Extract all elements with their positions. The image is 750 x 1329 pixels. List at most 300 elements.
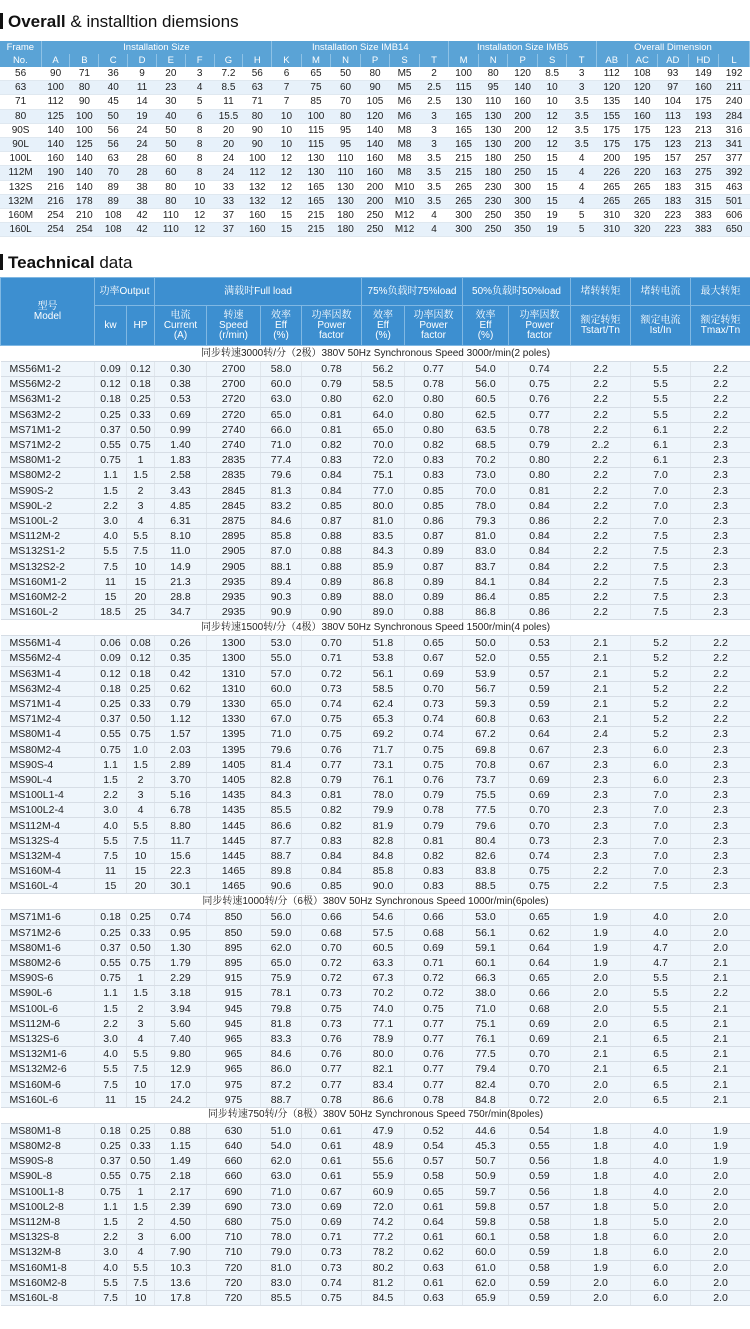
- motor-value-cell: 0.82: [302, 803, 362, 818]
- motor-value-cell: 88.0: [362, 589, 405, 604]
- motor-value-cell: 2.1: [571, 712, 631, 727]
- motor-value-cell: 5.2: [631, 681, 691, 696]
- dims-row: [0, 166, 750, 180]
- motor-value-cell: 2.0: [691, 910, 750, 925]
- motor-value-cell: 2.39: [155, 1199, 207, 1214]
- motor-value-cell: 1.40: [155, 437, 207, 452]
- motor-value-cell: 86.6: [362, 1092, 405, 1107]
- dims-cell: 3.5: [567, 109, 597, 123]
- motor-row: [1, 1245, 750, 1260]
- motor-value-cell: 0.42: [155, 666, 207, 681]
- dims-cell: 178: [70, 194, 99, 208]
- motor-value-cell: 0.08: [127, 636, 155, 651]
- dims-col-header: L: [719, 54, 750, 67]
- motor-row: [1, 986, 750, 1001]
- dims-cell: 110: [331, 166, 361, 180]
- motor-value-cell: 1.9: [571, 925, 631, 940]
- motor-value-cell: 5.5: [631, 407, 691, 422]
- dims-cell: 4: [567, 180, 597, 194]
- tech-header-current: 电流 Current (A): [155, 306, 207, 346]
- motor-value-cell: 850: [207, 925, 261, 940]
- motor-value-cell: 0.86: [509, 605, 571, 620]
- dims-cell: 254: [41, 223, 70, 237]
- speed-group-title: 同步转速3000转/分（2极）380V 50Hz Synchronous Speed 3000r/min(2 poles): [1, 346, 750, 362]
- dims-cell: 2.5: [419, 95, 449, 109]
- motor-value-cell: 78.2: [362, 1245, 405, 1260]
- dims-cell: 110: [478, 95, 508, 109]
- motor-value-cell: 0.79: [405, 788, 463, 803]
- dims-cell: 12: [272, 180, 302, 194]
- dims-cell: 80: [360, 67, 390, 81]
- motor-value-cell: 82.6: [463, 848, 509, 863]
- motor-value-cell: 0.62: [155, 681, 207, 696]
- motor-value-cell: 2.2: [691, 696, 750, 711]
- motor-value-cell: 0.38: [155, 377, 207, 392]
- motor-value-cell: 85.8: [362, 864, 405, 879]
- dims-cell: 89: [99, 194, 128, 208]
- motor-value-cell: 2.0: [571, 1092, 631, 1107]
- motor-value-cell: 4.0: [631, 1169, 691, 1184]
- motor-value-cell: 4.0: [631, 1139, 691, 1154]
- motor-value-cell: 7.5: [631, 879, 691, 894]
- motor-value-cell: 2.1: [571, 1062, 631, 1077]
- dims-cell: 160: [360, 152, 390, 166]
- motor-model-cell: MS71M2-2: [1, 437, 95, 452]
- motor-value-cell: 7.5: [631, 589, 691, 604]
- motor-value-cell: 89.4: [261, 574, 302, 589]
- motor-value-cell: 2.1: [571, 636, 631, 651]
- motor-value-cell: 3.0: [95, 513, 127, 528]
- motor-value-cell: 0.82: [302, 818, 362, 833]
- motor-value-cell: 0.76: [509, 392, 571, 407]
- dims-cell: 108: [99, 223, 128, 237]
- dims-cell: 90: [360, 81, 390, 95]
- motor-value-cell: 0.70: [509, 1077, 571, 1092]
- motor-model-cell: MS56M2-2: [1, 377, 95, 392]
- motor-value-cell: 60.5: [362, 940, 405, 955]
- dims-cell: 350: [508, 208, 538, 222]
- motor-value-cell: 70.8: [463, 757, 509, 772]
- motor-value-cell: 79.8: [261, 1001, 302, 1016]
- dims-cell: 130: [301, 152, 331, 166]
- motor-value-cell: 690: [207, 1184, 261, 1199]
- motor-model-cell: MS80M1-8: [1, 1123, 95, 1138]
- dimensions-table: [0, 41, 750, 237]
- dims-cell: 115: [301, 137, 331, 151]
- motor-value-cell: 1.8: [571, 1199, 631, 1214]
- dims-cell: 6: [272, 67, 302, 81]
- motor-value-cell: 87.7: [261, 833, 302, 848]
- motor-model-cell: MS80M1-2: [1, 453, 95, 468]
- motor-value-cell: 2.3: [691, 833, 750, 848]
- motor-value-cell: 2.2: [95, 498, 127, 513]
- motor-model-cell: MS100L-2: [1, 513, 95, 528]
- dims-cell: 8: [185, 166, 214, 180]
- dims-cell: 7.2: [214, 67, 243, 81]
- motor-value-cell: 0.89: [405, 574, 463, 589]
- motor-value-cell: 0.61: [302, 1139, 362, 1154]
- motor-value-cell: 4.0: [631, 1123, 691, 1138]
- motor-model-cell: MS90L-2: [1, 498, 95, 513]
- dims-row: [0, 208, 750, 222]
- dims-cell: 56: [99, 123, 128, 137]
- dims-cell: 350: [508, 223, 538, 237]
- motor-value-cell: 2895: [207, 529, 261, 544]
- motor-model-cell: MS80M2-2: [1, 468, 95, 483]
- dims-cell: 10: [272, 109, 302, 123]
- motor-value-cell: 2.3: [691, 574, 750, 589]
- motor-value-cell: 5.5: [95, 1062, 127, 1077]
- dims-cell: 160: [508, 95, 538, 109]
- dims-cell: 19: [537, 223, 567, 237]
- motor-value-cell: 5.5: [95, 544, 127, 559]
- dims-cell: 112: [41, 95, 70, 109]
- motor-row: [1, 1139, 750, 1154]
- motor-value-cell: 2.3: [691, 727, 750, 742]
- motor-value-cell: 85.9: [362, 559, 405, 574]
- motor-value-cell: 2.0: [571, 1290, 631, 1305]
- motor-value-cell: 2.2: [571, 468, 631, 483]
- motor-model-cell: MS132M2-6: [1, 1062, 95, 1077]
- motor-value-cell: 0.53: [509, 636, 571, 651]
- motor-value-cell: 0.55: [95, 727, 127, 742]
- motor-value-cell: 1.49: [155, 1154, 207, 1169]
- motor-value-cell: 0.80: [509, 468, 571, 483]
- motor-value-cell: 0.79: [302, 772, 362, 787]
- dims-cell: 3: [419, 109, 449, 123]
- dims-cell: 108: [627, 67, 658, 81]
- dims-cell: 56: [99, 137, 128, 151]
- dims-cell: 100: [70, 109, 99, 123]
- motor-value-cell: 0.57: [405, 1154, 463, 1169]
- motor-value-cell: 75.1: [463, 1016, 509, 1031]
- motor-value-cell: 0.73: [509, 833, 571, 848]
- motor-value-cell: 0.75: [302, 727, 362, 742]
- motor-value-cell: 0.55: [95, 1169, 127, 1184]
- motor-value-cell: 65.9: [463, 1290, 509, 1305]
- motor-value-cell: 21.3: [155, 574, 207, 589]
- motor-value-cell: 7.90: [155, 1245, 207, 1260]
- dims-cell: 149: [688, 67, 719, 81]
- dims-cell: 310: [596, 223, 627, 237]
- motor-value-cell: 0.78: [302, 362, 362, 377]
- technical-data-body: [1, 346, 750, 1306]
- motor-value-cell: 2.2: [571, 513, 631, 528]
- motor-value-cell: 0.59: [509, 1169, 571, 1184]
- dims-cell: 165: [449, 123, 479, 137]
- motor-value-cell: 5.5: [95, 833, 127, 848]
- motor-value-cell: 0.12: [95, 666, 127, 681]
- motor-value-cell: 83.0: [463, 544, 509, 559]
- motor-value-cell: 1.1: [95, 757, 127, 772]
- motor-value-cell: 0.12: [127, 651, 155, 666]
- motor-value-cell: 1.5: [127, 468, 155, 483]
- motor-value-cell: 0.83: [405, 468, 463, 483]
- dims-cell: 3.5: [419, 166, 449, 180]
- motor-value-cell: 2.3: [571, 742, 631, 757]
- motor-value-cell: 2.2: [571, 574, 631, 589]
- motor-value-cell: 50.9: [463, 1169, 509, 1184]
- motor-value-cell: 75.9: [261, 971, 302, 986]
- motor-value-cell: 59.3: [463, 696, 509, 711]
- dims-cell: 12: [272, 166, 302, 180]
- motor-value-cell: 15: [127, 574, 155, 589]
- motor-value-cell: 83.3: [261, 1031, 302, 1046]
- motor-value-cell: 630: [207, 1123, 261, 1138]
- motor-value-cell: 1.0: [127, 742, 155, 757]
- dims-cell: 501: [719, 194, 750, 208]
- motor-value-cell: 48.9: [362, 1139, 405, 1154]
- dims-cell: 183: [658, 180, 689, 194]
- motor-value-cell: 1405: [207, 772, 261, 787]
- dims-frame-cell: 80: [0, 109, 41, 123]
- dims-cell: 7: [272, 81, 302, 95]
- motor-model-cell: MS100L1-4: [1, 788, 95, 803]
- motor-value-cell: 0.80: [509, 453, 571, 468]
- dims-cell: 8: [185, 137, 214, 151]
- motor-value-cell: 720: [207, 1260, 261, 1275]
- dims-cell: 60: [156, 152, 185, 166]
- motor-row: [1, 544, 750, 559]
- motor-value-cell: 0.64: [509, 940, 571, 955]
- motor-value-cell: 0.82: [405, 437, 463, 452]
- motor-value-cell: 72.0: [362, 453, 405, 468]
- dims-cell: 10: [185, 194, 214, 208]
- motor-value-cell: 87.2: [261, 1077, 302, 1092]
- motor-value-cell: 79.6: [463, 818, 509, 833]
- motor-value-cell: 81.3: [261, 483, 302, 498]
- motor-value-cell: 53.9: [463, 666, 509, 681]
- motor-row: [1, 605, 750, 620]
- motor-value-cell: 2.03: [155, 742, 207, 757]
- motor-value-cell: 0.78: [302, 1092, 362, 1107]
- dims-cell: 240: [719, 95, 750, 109]
- motor-value-cell: 64.0: [362, 407, 405, 422]
- motor-value-cell: 0.62: [405, 1245, 463, 1260]
- motor-value-cell: 0.85: [405, 498, 463, 513]
- dims-cell: 341: [719, 137, 750, 151]
- motor-value-cell: 0.78: [405, 377, 463, 392]
- motor-value-cell: 2.2: [691, 377, 750, 392]
- motor-value-cell: 7.5: [631, 544, 691, 559]
- motor-value-cell: 2.3: [571, 833, 631, 848]
- motor-value-cell: 2.2: [691, 651, 750, 666]
- motor-value-cell: 2.1: [571, 696, 631, 711]
- motor-value-cell: 0.67: [302, 1184, 362, 1199]
- motor-value-cell: 67.0: [261, 712, 302, 727]
- dims-cell: 125: [41, 109, 70, 123]
- motor-value-cell: 14.9: [155, 559, 207, 574]
- motor-value-cell: 0.65: [509, 910, 571, 925]
- motor-value-cell: 1.8: [571, 1169, 631, 1184]
- motor-value-cell: 1.9: [691, 1123, 750, 1138]
- motor-value-cell: 70.2: [362, 986, 405, 1001]
- motor-value-cell: 0.69: [405, 666, 463, 681]
- motor-value-cell: 10: [127, 848, 155, 863]
- dims-cell: 3: [567, 67, 597, 81]
- dims-cell: 110: [156, 223, 185, 237]
- dims-cell: 50: [331, 67, 361, 81]
- motor-model-cell: MS160M2-8: [1, 1275, 95, 1290]
- motor-value-cell: 7.0: [631, 468, 691, 483]
- motor-value-cell: 86.0: [261, 1062, 302, 1077]
- motor-value-cell: 0.54: [405, 1139, 463, 1154]
- dims-cell: 160: [360, 166, 390, 180]
- motor-value-cell: 6.78: [155, 803, 207, 818]
- motor-value-cell: 7.5: [127, 833, 155, 848]
- motor-value-cell: 7.0: [631, 788, 691, 803]
- motor-value-cell: 88.1: [261, 559, 302, 574]
- motor-row: [1, 636, 750, 651]
- motor-value-cell: 2.2: [691, 362, 750, 377]
- dims-cell: 192: [719, 67, 750, 81]
- motor-value-cell: 0.25: [95, 925, 127, 940]
- dims-cell: 220: [627, 166, 658, 180]
- motor-value-cell: 0.84: [302, 468, 362, 483]
- motor-value-cell: 56.1: [362, 666, 405, 681]
- dims-cell: 200: [508, 109, 538, 123]
- motor-value-cell: 71.0: [463, 1001, 509, 1016]
- dims-cell: 112: [243, 166, 272, 180]
- dims-cell: 165: [301, 194, 331, 208]
- dims-cell: 160: [688, 81, 719, 95]
- motor-value-cell: 7.5: [127, 1062, 155, 1077]
- motor-model-cell: MS160L-4: [1, 879, 95, 894]
- motor-value-cell: 1405: [207, 757, 261, 772]
- motor-row: [1, 1260, 750, 1275]
- motor-value-cell: 2.2: [571, 377, 631, 392]
- motor-value-cell: 1435: [207, 803, 261, 818]
- motor-value-cell: 2.1: [571, 681, 631, 696]
- motor-value-cell: 0.73: [302, 986, 362, 1001]
- motor-value-cell: 0.25: [127, 910, 155, 925]
- motor-value-cell: 2.2: [571, 879, 631, 894]
- motor-value-cell: 0.69: [509, 1016, 571, 1031]
- motor-value-cell: 0.75: [95, 453, 127, 468]
- dims-cell: M10: [390, 180, 420, 194]
- dims-cell: 130: [449, 95, 479, 109]
- dims-cell: 315: [688, 194, 719, 208]
- motor-value-cell: 915: [207, 986, 261, 1001]
- dims-cell: 4: [419, 223, 449, 237]
- dims-col-header: C: [99, 54, 128, 67]
- motor-value-cell: 0.80: [405, 422, 463, 437]
- motor-value-cell: 1.1: [95, 1199, 127, 1214]
- motor-model-cell: MS160M1-2: [1, 574, 95, 589]
- motor-value-cell: 710: [207, 1230, 261, 1245]
- motor-model-cell: MS63M2-4: [1, 681, 95, 696]
- motor-value-cell: 0.70: [509, 818, 571, 833]
- motor-value-cell: 56.1: [463, 925, 509, 940]
- motor-value-cell: 50.0: [463, 636, 509, 651]
- motor-value-cell: 2.58: [155, 468, 207, 483]
- motor-row: [1, 910, 750, 925]
- dims-cell: 110: [331, 152, 361, 166]
- motor-value-cell: 71.0: [261, 727, 302, 742]
- motor-value-cell: 0.12: [95, 377, 127, 392]
- dims-cell: 3.5: [419, 180, 449, 194]
- dims-row: [0, 180, 750, 194]
- speed-group-header: [1, 894, 750, 910]
- motor-value-cell: 52.0: [463, 651, 509, 666]
- motor-row: [1, 453, 750, 468]
- motor-value-cell: 2.1: [691, 1062, 750, 1077]
- motor-value-cell: 0.83: [405, 864, 463, 879]
- motor-value-cell: 2.3: [691, 529, 750, 544]
- motor-value-cell: 71.0: [261, 437, 302, 452]
- motor-value-cell: 0.73: [302, 1016, 362, 1031]
- motor-value-cell: 10: [127, 559, 155, 574]
- dims-frame-cell: 160L: [0, 223, 41, 237]
- dims-cell: 250: [360, 223, 390, 237]
- tech-header-ist: 额定电流 Ist/In: [631, 306, 691, 346]
- motor-value-cell: 0.18: [95, 1123, 127, 1138]
- motor-value-cell: 84.6: [261, 513, 302, 528]
- motor-value-cell: 77.5: [463, 803, 509, 818]
- motor-value-cell: 4: [127, 513, 155, 528]
- tech-header-eff: 效率 Eff (%): [261, 306, 302, 346]
- dims-cell: 223: [658, 208, 689, 222]
- dims-cell: 12: [537, 137, 567, 151]
- motor-value-cell: 0.75: [95, 742, 127, 757]
- motor-value-cell: 0.77: [405, 1031, 463, 1046]
- motor-value-cell: 0.66: [509, 986, 571, 1001]
- motor-row: [1, 864, 750, 879]
- dims-cell: 250: [360, 208, 390, 222]
- motor-value-cell: 2845: [207, 498, 261, 513]
- motor-value-cell: 0.83: [302, 833, 362, 848]
- dims-cell: 265: [449, 194, 479, 208]
- motor-value-cell: 77.5: [463, 1047, 509, 1062]
- dims-cell: 315: [688, 180, 719, 194]
- dims-cell: M8: [390, 137, 420, 151]
- dims-cell: 175: [596, 137, 627, 151]
- motor-value-cell: 70.0: [463, 483, 509, 498]
- motor-value-cell: 2: [127, 483, 155, 498]
- dims-cell: 4: [567, 166, 597, 180]
- motor-row: [1, 818, 750, 833]
- motor-value-cell: 0.89: [302, 574, 362, 589]
- motor-value-cell: 2.3: [691, 453, 750, 468]
- dims-cell: 3.5: [567, 95, 597, 109]
- motor-row: [1, 772, 750, 787]
- motor-value-cell: 67.2: [463, 727, 509, 742]
- motor-value-cell: 4: [127, 1245, 155, 1260]
- dims-cell: 265: [596, 194, 627, 208]
- dims-cell: 606: [719, 208, 750, 222]
- motor-value-cell: 0.55: [95, 437, 127, 452]
- motor-value-cell: 34.7: [155, 605, 207, 620]
- motor-model-cell: MS71M1-4: [1, 696, 95, 711]
- dims-cell: 90: [70, 95, 99, 109]
- motor-value-cell: 1.30: [155, 940, 207, 955]
- motor-value-cell: 0.62: [509, 925, 571, 940]
- motor-value-cell: 0.53: [155, 392, 207, 407]
- dims-col-header: G: [214, 54, 243, 67]
- motor-value-cell: 965: [207, 1062, 261, 1077]
- motor-value-cell: 2.0: [691, 1230, 750, 1245]
- motor-model-cell: MS63M1-4: [1, 666, 95, 681]
- motor-value-cell: 660: [207, 1169, 261, 1184]
- dims-cell: 165: [449, 109, 479, 123]
- dims-cell: 50: [156, 137, 185, 151]
- motor-value-cell: 2.2: [571, 589, 631, 604]
- motor-value-cell: 0.74: [405, 727, 463, 742]
- motor-model-cell: MS100L-6: [1, 1001, 95, 1016]
- motor-value-cell: 1.5: [95, 1001, 127, 1016]
- dims-cell: 3: [419, 137, 449, 151]
- motor-value-cell: 7.5: [631, 559, 691, 574]
